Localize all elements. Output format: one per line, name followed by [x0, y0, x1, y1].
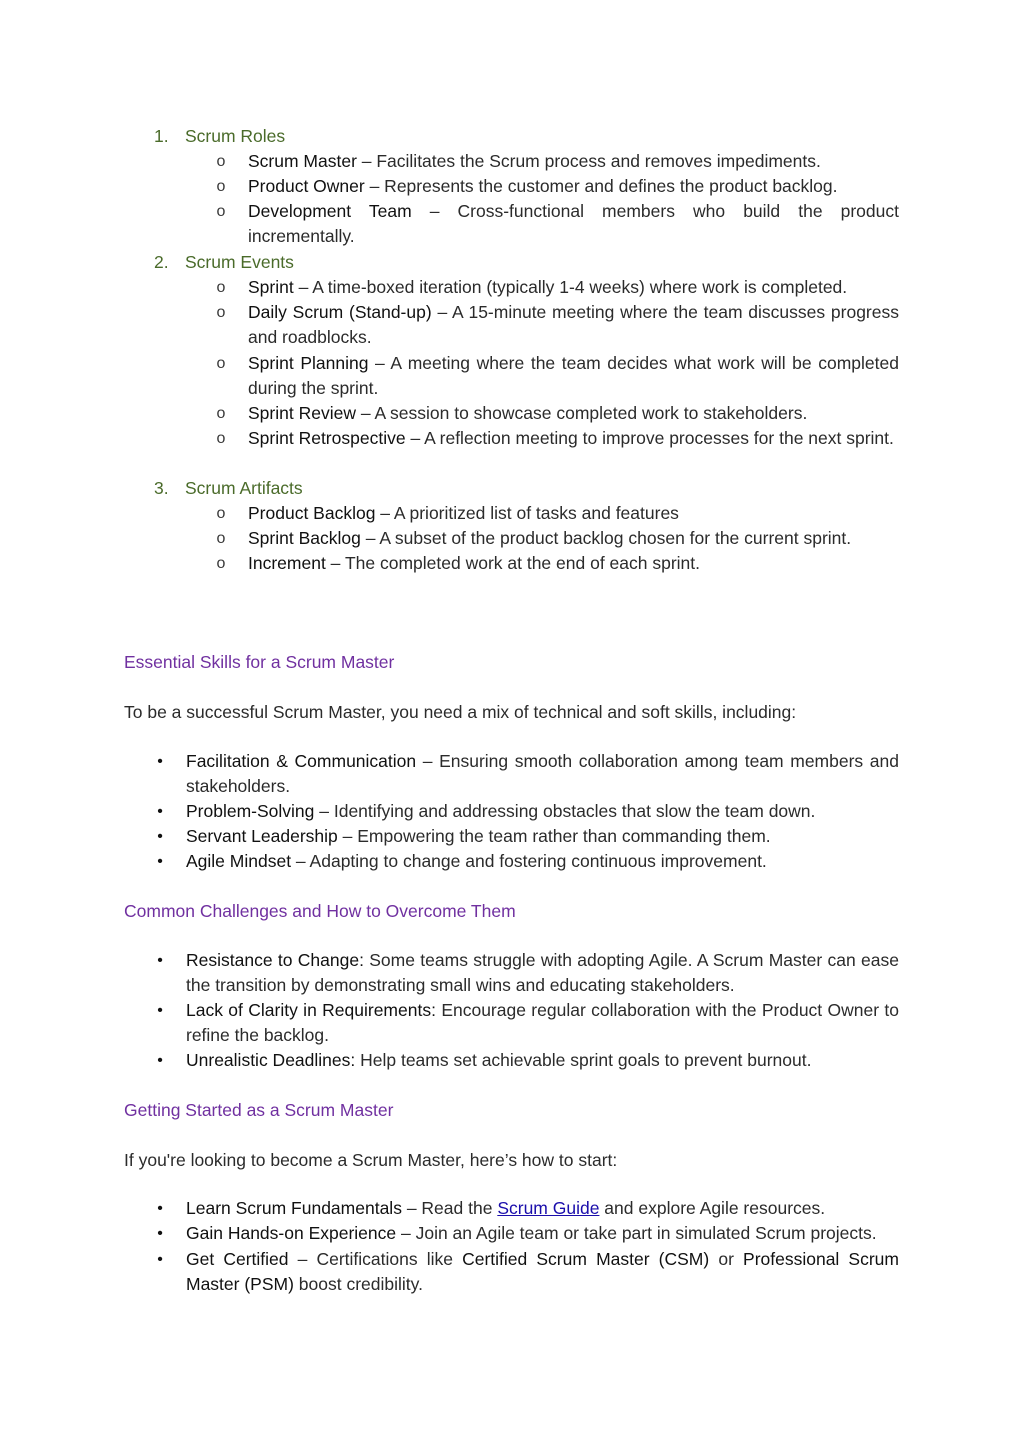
list-number: 2.	[154, 252, 169, 272]
sub-bullet-marker: o	[216, 279, 226, 296]
section-heading-skills: Essential Skills for a Scrum Master	[124, 652, 395, 672]
list-item	[150, 1247, 899, 1297]
item-desc: Help teams set achievable sprint goals to prevent burnout.	[355, 1050, 812, 1070]
bullet-marker: •	[157, 803, 163, 820]
item-term: Professional Scrum Master (PSM)	[186, 1249, 899, 1294]
sub-bullet-marker: o	[216, 405, 226, 422]
bullet-marker: •	[157, 1225, 163, 1242]
bullet-marker: •	[157, 1200, 163, 1217]
list-item	[214, 199, 899, 249]
item-term: Sprint Backlog	[248, 528, 361, 548]
item-desc: – A reflection meeting to improve processes for the next sprint.	[405, 428, 894, 448]
bullet-marker: •	[157, 853, 163, 870]
item-term: Gain Hands-on Experience	[186, 1223, 397, 1243]
section-title: Scrum Roles	[185, 126, 286, 146]
list-item	[150, 998, 899, 1048]
item-term: Resistance to Change:	[186, 950, 364, 970]
list-item	[150, 799, 899, 824]
item-desc: – Represents the customer and defines the product backlog.	[364, 176, 838, 196]
item-desc: – A subset of the product backlog chosen for the current sprint.	[360, 528, 852, 548]
item-term: Agile Mindset	[186, 851, 292, 871]
item-term: Facilitation & Communication	[186, 751, 417, 771]
item-term: Sprint	[248, 277, 294, 297]
sub-bullet-marker: o	[216, 505, 226, 522]
list-item	[150, 849, 899, 874]
item-desc: – A session to showcase completed work to stakeholders.	[355, 403, 808, 423]
item-desc: boost credibility.	[293, 1274, 423, 1294]
list-item	[214, 275, 899, 300]
item-desc: – Facilitates the Scrum process and removes impediments.	[356, 151, 821, 171]
item-desc: – A prioritized list of tasks and features	[375, 503, 679, 523]
item-desc: and explore Agile resources.	[599, 1198, 826, 1218]
item-term: Learn Scrum Fundamentals	[186, 1198, 402, 1218]
item-desc: or	[709, 1249, 744, 1269]
sub-bullet-marker: o	[216, 430, 226, 447]
list-item	[150, 824, 899, 849]
item-term: Scrum Master	[248, 151, 357, 171]
sub-bullet-marker: o	[216, 203, 226, 220]
bullet-marker: •	[157, 1251, 163, 1268]
numbered-item-scrum-roles	[0, 124, 1023, 149]
item-desc: – A 15-minute meeting where the team discusses progress and roadblocks.	[248, 302, 899, 347]
item-term: Servant Leadership	[186, 826, 338, 846]
list-item	[214, 551, 899, 576]
list-item	[150, 1196, 899, 1221]
list-item	[214, 526, 899, 551]
list-item	[214, 174, 899, 199]
item-term: Unrealistic Deadlines:	[186, 1050, 356, 1070]
item-term: Sprint Review	[248, 403, 356, 423]
bullet-marker: •	[157, 952, 163, 969]
item-desc: – Join an Agile team or take part in simulated Scrum projects.	[396, 1223, 877, 1243]
sub-bullet-marker: o	[216, 530, 226, 547]
list-item	[214, 149, 899, 174]
item-desc: – Cross-functional members who build the product incrementally.	[248, 201, 899, 246]
list-item	[150, 948, 899, 998]
item-term: Increment	[248, 553, 326, 573]
bullet-marker: •	[157, 1052, 163, 1069]
item-desc: – Read the	[401, 1198, 498, 1218]
section-heading-challenges: Common Challenges and How to Overcome Them	[124, 901, 516, 921]
item-term: Product Backlog	[248, 503, 376, 523]
item-term: Sprint Retrospective	[248, 428, 406, 448]
item-desc: – A time-boxed iteration (typically 1-4 weeks) where work is completed.	[293, 277, 848, 297]
item-desc: Some teams struggle with adopting Agile. A Scrum Master can ease the transition by demonstrating small wins and educating stakeholders.	[186, 950, 899, 995]
numbered-item-scrum-events	[0, 250, 1023, 275]
item-term: Product Owner	[248, 176, 365, 196]
item-term: Lack of Clarity in Requirements:	[186, 1000, 436, 1020]
item-desc: – A meeting where the team decides what work will be completed during the sprint.	[248, 353, 899, 398]
item-desc: – Certifications like	[288, 1249, 463, 1269]
bullet-marker: •	[157, 828, 163, 845]
item-term: Daily Scrum (Stand-up)	[248, 302, 432, 322]
section-title: Scrum Artifacts	[185, 478, 303, 498]
list-item	[214, 426, 899, 476]
item-desc: – Identifying and addressing obstacles that slow the team down.	[314, 801, 816, 821]
section-title: Scrum Events	[185, 252, 294, 272]
list-item	[150, 1221, 899, 1246]
bullet-marker: •	[157, 1002, 163, 1019]
list-item	[214, 351, 899, 401]
sub-bullet-marker: o	[216, 153, 226, 170]
item-desc: – The completed work at the end of each sprint.	[325, 553, 701, 573]
list-item	[214, 501, 899, 526]
item-term: Get Certified	[186, 1249, 289, 1269]
list-number: 1.	[154, 126, 169, 146]
item-desc: Encourage regular collaboration with the Product Owner to refine the backlog.	[186, 1000, 899, 1045]
item-term: Certified Scrum Master (CSM)	[462, 1249, 710, 1269]
sub-bullet-marker: o	[216, 555, 226, 572]
item-term: Sprint Planning	[248, 353, 369, 373]
sub-bullet-marker: o	[216, 304, 226, 321]
numbered-item-scrum-artifacts	[0, 476, 1023, 501]
section-heading-getting-started: Getting Started as a Scrum Master	[124, 1100, 394, 1120]
list-item	[150, 749, 899, 799]
getting-started-intro: If you're looking to become a Scrum Master, here’s how to start:	[124, 1150, 618, 1170]
sub-bullet-marker: o	[216, 178, 226, 195]
scrum-guide-link[interactable]: Scrum Guide	[497, 1198, 600, 1218]
item-desc: – Empowering the team rather than commanding them.	[337, 826, 771, 846]
list-item	[214, 300, 899, 350]
list-item	[150, 1048, 899, 1073]
bullet-marker: •	[157, 753, 163, 770]
item-term: Development Team	[248, 201, 412, 221]
skills-intro: To be a successful Scrum Master, you need a mix of technical and soft skills, including:	[124, 702, 797, 722]
item-term: Problem-Solving	[186, 801, 315, 821]
sub-bullet-marker: o	[216, 355, 226, 372]
item-desc: – Ensuring smooth collaboration among team members and stakeholders.	[186, 751, 899, 796]
list-number: 3.	[154, 478, 169, 498]
list-item	[214, 401, 899, 426]
item-desc: – Adapting to change and fostering continuous improvement.	[291, 851, 767, 871]
